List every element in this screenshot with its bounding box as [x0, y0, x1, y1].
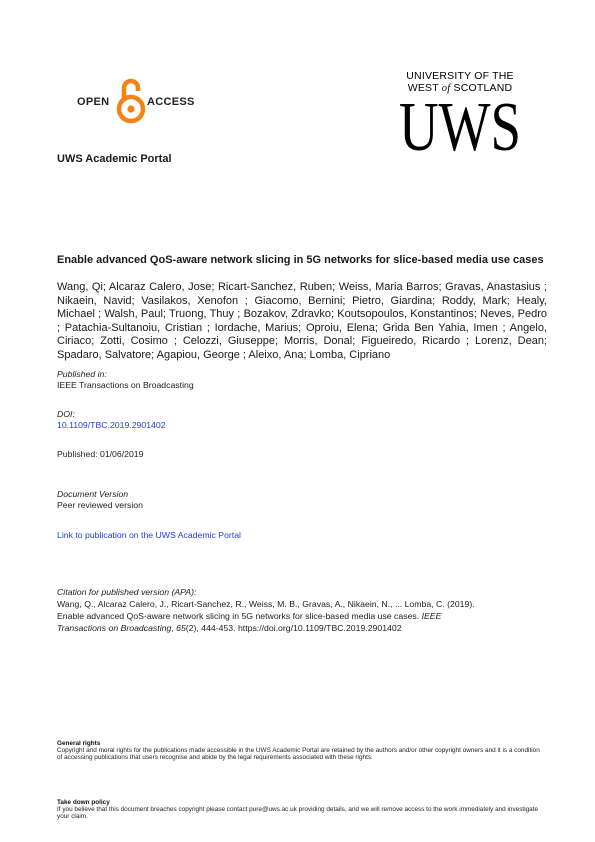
document-version-value: Peer reviewed version: [57, 500, 143, 510]
citation-pages-doi: (2), 444-453. https://doi.org/10.1109/TBC.2019.2901402: [185, 623, 402, 633]
citation-text: [57, 598, 547, 634]
doi-link[interactable]: 10.1109/TBC.2019.2901402: [57, 420, 166, 430]
uws-wordmark: [398, 94, 522, 154]
open-lock-icon: [115, 76, 147, 124]
paper-title: Enable advanced QoS-aware network slicing in 5G networks for slice-based media use cases: [57, 254, 544, 266]
uws-logo-line2: [398, 82, 522, 94]
take-down-heading: Take down policy: [57, 799, 110, 806]
open-access-word-access: ACCESS: [147, 96, 195, 108]
uws-of: of: [441, 83, 451, 94]
open-access-word-open: OPEN: [77, 96, 110, 108]
published-in-label: Published in:: [57, 369, 107, 379]
citation-line-2: [57, 610, 547, 622]
svg-text:UWS: UWS: [399, 94, 521, 154]
doi-label: DOI:: [57, 409, 75, 419]
citation-label: Citation for published version (APA):: [57, 587, 197, 597]
published-in-value: IEEE Transactions on Broadcasting: [57, 380, 194, 390]
general-rights-heading: General rights: [57, 740, 101, 747]
portal-link[interactable]: Link to publication on the UWS Academic Portal: [57, 530, 241, 540]
uws-logo-line1: UNIVERSITY OF THE: [406, 70, 514, 82]
citation-journal-a: IEEE: [421, 611, 442, 621]
take-down-text: If you believe that this document breaches copyright please contact pure@uws.ac.uk providing details, and we will remove access to the work immediately and investigate your claim.: [57, 806, 539, 821]
citation-journal-b: Transactions on Broadcasting: [57, 623, 172, 633]
citation-line-1: Wang, Q., Alcaraz Calero, J., Ricart-Sanchez, R., Weiss, M. B., Gravas, A., Nikaein, N., ... Lomba, C. (2019).: [57, 599, 475, 609]
citation-line-3: [57, 622, 547, 634]
document-version-label: Document Version: [57, 489, 129, 499]
uws-logo: [398, 70, 522, 160]
citation-title: Enable advanced QoS-aware network slicing in 5G networks for slice-based media use cases.: [57, 611, 420, 621]
uws-scotland: SCOTLAND: [453, 82, 513, 94]
published-date: Published: 01/06/2019: [57, 449, 144, 459]
citation-volume: 65: [176, 623, 186, 633]
uws-west: WEST: [407, 82, 439, 94]
open-access-logo: [77, 76, 207, 124]
portal-name: UWS Academic Portal: [57, 153, 172, 165]
citation-sep: ,: [171, 623, 177, 633]
general-rights-text: Copyright and moral rights for the publications made accessible in the UWS Academic Portal are retained by the authors and/or other copyright owners and it is a condition of accessing publications that users recognise and abide by the legal requirements associated with these rights.: [57, 747, 540, 762]
author-list: Wang, Qi; Alcaraz Calero, Jose; Ricart-Sanchez, Ruben; Weiss, Maria Barros; Gravas, Anastasius ; Nikaein, Navid; Vasilakos, Xenofon ; Giacomo, Bernini; Pietro, Giardina; Roddy, Mark; Healy, Michael ; Walsh, Paul; Truong, Thuy ; Bozakov, Zdravko; Koutsopoulos, Konstantinos; Neves, Pedro ; Patachia-Sultanoiu, Cristian ; Iordache, Marius; Oproiu, Elena; Grida Ben Yahia, Imen ; Angelo, Ciriaco; Zotti, Cosimo ; Celozzi, Giuseppe; Morris, Donal; Figueiredo, Ricardo ; Lorenz, Dean; Spadaro, Salvatore; Agapiou, George ; Aleixo, Ana; Lomba, Cipriano: [57, 281, 547, 361]
